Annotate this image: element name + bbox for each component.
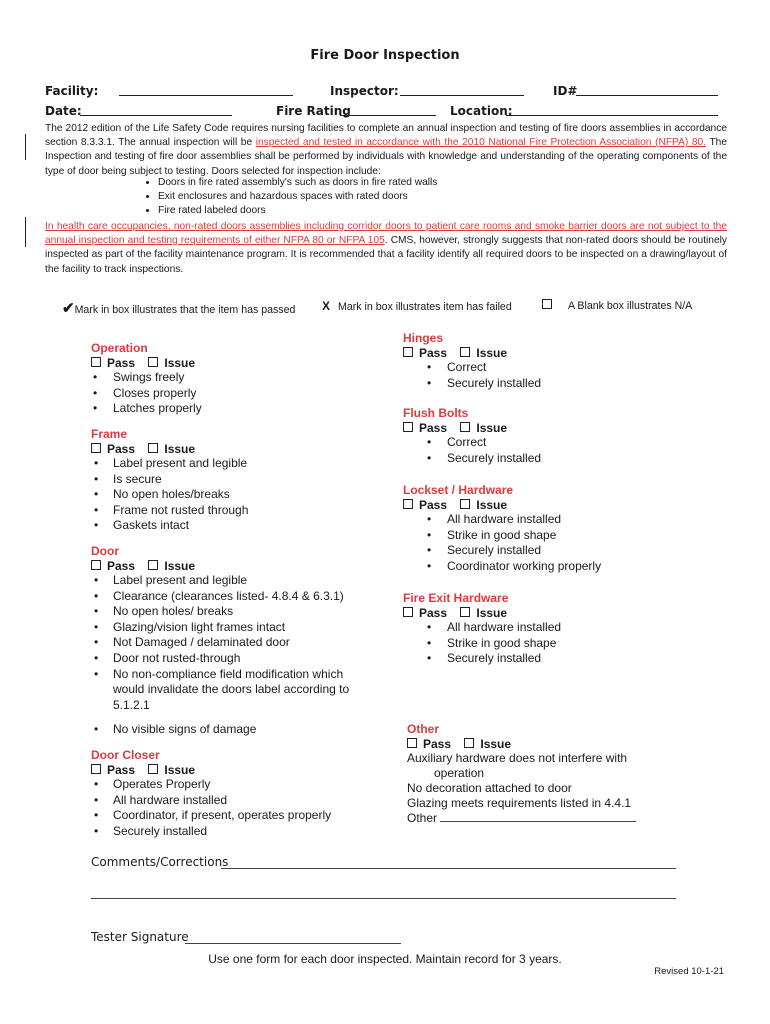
list-item: • No open holes/ breaks — [91, 604, 361, 620]
legend-na: A Blank box illustrates N/A — [542, 299, 692, 312]
signature-field[interactable] — [185, 943, 401, 944]
facility-label: Facility: — [45, 84, 99, 98]
x-icon: X — [322, 299, 331, 313]
cms-paragraph: In health care occupancies, non-rated doors assemblies including corridor doors to patient care rooms and smoke barrier doors are not subject to the annual inspection and testing requirements of either NFPA 80 or NFPA 105. CMS, however, strongly suggests that non-rated doors should be routinely inspected as part of the facility maintenance program. It is recommended that a facility identify all required doors to be inspected on a drawing/layout of the facility to track inspections. — [45, 221, 727, 275]
list-item: • All hardware installed — [91, 793, 381, 809]
list-item: • Is secure — [91, 472, 381, 488]
section-door: Door Pass Issue • Label present and legible • Clearance (clearances listed- 4.8.4 & 6.3.1) • No open holes/ breaks • Glazing/vision light frames intact • Not Damaged / delaminated door • Door not rusted-through • No non-compliance field modification which would invalidate the doors label according to 5.1.2.1 • No visible signs of damage — [91, 544, 381, 738]
issue-checkbox[interactable] — [148, 357, 158, 367]
section-title: Fire Exit Hardware — [403, 591, 509, 605]
list-item: • Doors in fire rated assembly's such as doors in fire rated walls — [158, 176, 437, 190]
section-frame: Frame Pass Issue • Label present and legible • Is secure • No open holes/breaks • Frame not rusted through • Gaskets intact — [91, 427, 381, 534]
list-item: • Frame not rusted through — [91, 503, 381, 519]
issue-checkbox[interactable] — [148, 560, 158, 570]
legend-pass: ✔Mark in box illustrates that the item has passed — [62, 300, 296, 317]
list-item: • All hardware installed — [403, 620, 703, 636]
list-item: • No visible signs of damage — [91, 722, 361, 738]
id-field[interactable] — [576, 95, 718, 96]
section-title: Other — [407, 722, 440, 736]
pass-checkbox[interactable] — [403, 422, 413, 432]
list-item: • Securely installed — [403, 543, 723, 559]
list-item: • Strike in good shape — [403, 528, 723, 544]
section-flush-bolts: Flush Bolts Pass Issue • Correct • Securely installed — [403, 406, 703, 466]
other-field[interactable] — [440, 811, 636, 822]
section-title: Door — [91, 544, 119, 558]
pass-checkbox[interactable] — [403, 607, 413, 617]
pass-checkbox[interactable] — [91, 560, 101, 570]
section-operation: Operation Pass Issue • Swings freely • Closes properly • Latches properly — [91, 341, 381, 417]
list-item: • No non-compliance field modification which would invalidate the doors label according to 5.1.2.1 — [91, 667, 361, 714]
pass-checkbox[interactable] — [407, 738, 417, 748]
facility-field[interactable] — [119, 95, 293, 96]
other-item: No decoration attached to door — [407, 781, 572, 795]
issue-checkbox[interactable] — [464, 738, 474, 748]
list-item: • Coordinator, if present, operates properly — [91, 808, 381, 824]
issue-checkbox[interactable] — [460, 607, 470, 617]
list-item: • Operates Properly — [91, 777, 381, 793]
list-item: • Correct — [403, 435, 703, 451]
list-item: • Securely installed — [403, 451, 703, 467]
section-title: Frame — [91, 427, 128, 441]
signature-label: Tester Signature — [91, 930, 189, 944]
other-write-in: Other — [407, 811, 707, 826]
pass-checkbox[interactable] — [403, 347, 413, 357]
list-item: • Securely installed — [403, 651, 703, 667]
check-icon: ✔ — [62, 300, 75, 317]
issue-checkbox[interactable] — [460, 422, 470, 432]
date-label: Date: — [45, 104, 82, 118]
pass-checkbox[interactable] — [91, 764, 101, 774]
pass-checkbox[interactable] — [91, 357, 101, 367]
comments-label: Comments/Corrections — [91, 855, 229, 869]
empty-box-icon — [542, 299, 552, 309]
section-title: Hinges — [403, 331, 444, 345]
issue-checkbox[interactable] — [460, 347, 470, 357]
nfpa-reference: inspected and tested in accordance with the 2010 National Fire Protection Association (NFPA) 80. — [255, 137, 707, 149]
list-item: • Latches properly — [69, 401, 381, 417]
revision-bar — [25, 217, 26, 247]
inspector-field[interactable] — [400, 95, 524, 96]
list-item: • All hardware installed — [403, 512, 723, 528]
list-item: • Correct — [403, 360, 703, 376]
section-door-closer: Door Closer Pass Issue • Operates Properly • All hardware installed • Coordinator, if present, operates properly • Securely installed — [91, 748, 381, 839]
list-item: • Coordinator working properly — [403, 559, 723, 575]
other-item: Glazing meets requirements listed in 4.4.1 — [407, 796, 632, 810]
door-types-list — [140, 176, 437, 219]
list-item: • Clearance (clearances listed- 4.8.4 & 6.3.1) — [91, 589, 361, 605]
list-item: • Swings freely — [69, 370, 381, 386]
list-item: • Fire rated labeled doors — [158, 204, 437, 218]
list-item: • Label present and legible — [91, 573, 361, 589]
section-title: Lockset / Hardware — [403, 483, 514, 497]
section-title: Operation — [91, 341, 148, 355]
section-lockset-hardware: Lockset / Hardware Pass Issue • All hardware installed • Strike in good shape • Securely installed • Coordinator working properly — [403, 483, 723, 574]
list-item: • Glazing/vision light frames intact — [91, 620, 361, 636]
comments-field[interactable] — [221, 868, 676, 869]
other-item-cont: operation — [434, 766, 485, 780]
issue-checkbox[interactable] — [148, 764, 158, 774]
fire-rating-label: Fire Rating — [276, 104, 351, 118]
legend-fail: X Mark in box illustrates item has failed — [322, 299, 512, 313]
health-care-note: In health care occupancies, non-rated doors assemblies including corridor doors to patient care rooms and smoke barrier doors are not subject to the annual inspection and testing requirements of either NFPA 80 or NFPA 105 — [45, 221, 727, 247]
section-other: Other Pass Issue Auxiliary hardware does not interfere with operation No decoration attached to door Glazing meets requirements listed in 4.4.1 Other — [407, 722, 707, 826]
list-item: • Securely installed — [403, 376, 703, 392]
revision-bar — [25, 134, 26, 160]
list-item: • Closes properly — [69, 386, 381, 402]
intro-paragraph: The 2012 edition of the Life Safety Code requires nursing facilities to complete an annual inspection and testing of fire doors assemblies in accordance section 8.3.3.1. The annual inspection will be inspected and tested in accordance with the 2010 National Fire Protection Association (NFPA) 80. The Inspection and testing of fire door assemblies shall be performed by individuals with knowledge and understanding of the operating components of the type of door being subject to testing. Doors selected for inspection include: — [45, 123, 727, 177]
section-title: Door Closer — [91, 748, 160, 762]
list-item: • Not Damaged / delaminated door — [91, 635, 361, 651]
list-item: • Strike in good shape — [403, 636, 703, 652]
issue-checkbox[interactable] — [148, 443, 158, 453]
pass-checkbox[interactable] — [91, 443, 101, 453]
location-label: Location: — [450, 104, 513, 118]
list-item: • Gaskets intact — [91, 518, 381, 534]
comments-field-line2[interactable] — [91, 898, 676, 899]
facility-row — [45, 84, 98, 98]
list-item: • No open holes/breaks — [91, 487, 381, 503]
section-fire-exit-hardware: Fire Exit Hardware Pass Issue • All hardware installed • Strike in good shape • Securely installed — [403, 591, 703, 667]
id-label: ID# — [553, 84, 578, 98]
other-item: Auxiliary hardware does not interfere with — [407, 751, 628, 765]
pass-checkbox[interactable] — [403, 499, 413, 509]
list-item: • Door not rusted-through — [91, 651, 361, 667]
footer-note: Use one form for each door inspected. Maintain record for 3 years. — [208, 952, 562, 966]
list-item: • Securely installed — [91, 824, 381, 840]
section-hinges: Hinges Pass Issue • Correct • Securely installed — [403, 331, 703, 391]
inspector-label: Inspector: — [330, 84, 399, 98]
location-field[interactable] — [506, 115, 718, 116]
page-title: Fire Door Inspection — [310, 48, 460, 63]
date-field[interactable] — [80, 115, 232, 116]
fire-rating-field[interactable] — [340, 115, 436, 116]
issue-checkbox[interactable] — [460, 499, 470, 509]
list-item: • Exit enclosures and hazardous spaces with rated doors — [158, 190, 437, 204]
list-item: • Label present and legible — [91, 456, 381, 472]
revision-date: Revised 10-1-21 — [654, 966, 724, 977]
section-title: Flush Bolts — [403, 406, 469, 420]
